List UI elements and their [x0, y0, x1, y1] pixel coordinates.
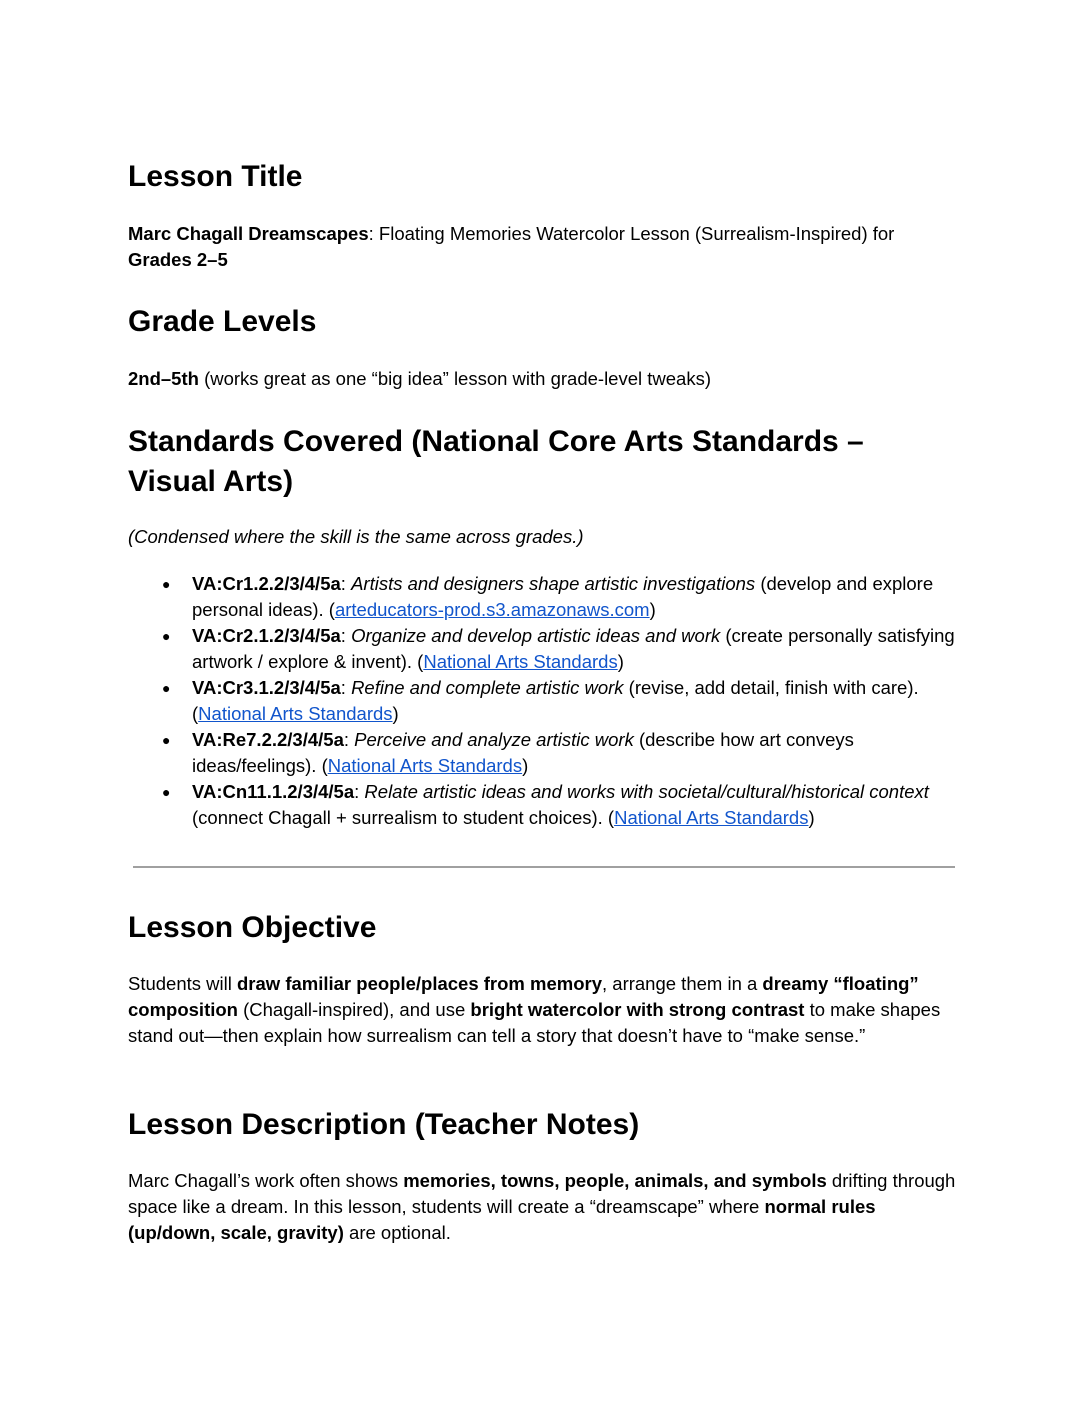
standard-close: ) [392, 703, 399, 724]
objective-text-4: to make shapes stand out—then explain how surrealism can tell a story that doesn’t have to “make sense.” [128, 999, 941, 1046]
standards-note-text: (Condensed where the skill is the same across grades.) [128, 526, 584, 547]
objective-text-3: (Chagall-inspired), and use [237, 999, 471, 1020]
bullet-icon: ● [162, 576, 171, 592]
standard-title: Relate artistic ideas and works with societal/cultural/historical context [364, 781, 929, 802]
standard-sep: : [340, 677, 352, 698]
standard-code: VA:Cr1.2.2/3/4/5a [192, 573, 341, 594]
bullet-icon: ● [162, 784, 171, 800]
objective-paragraph [128, 971, 964, 1049]
standard-title: Perceive and analyze artistic work [354, 729, 634, 750]
heading-grade-levels: Grade Levels [128, 305, 317, 338]
list-item [128, 571, 964, 623]
heading-lesson-title: Lesson Title [128, 160, 303, 193]
description-bold-2: normal rules (up/down, scale, gravity) [128, 1196, 876, 1243]
grade-levels-paragraph [128, 366, 964, 392]
bullet-icon: ● [162, 628, 171, 644]
standard-desc: (describe how art conveys ideas/feelings). ( [192, 729, 854, 776]
heading-standards-covered: Standards Covered (National Core Arts Standards – Visual Arts) [128, 425, 864, 498]
description-text-3: are optional. [343, 1222, 451, 1243]
heading-lesson-description: Lesson Description (Teacher Notes) [128, 1108, 640, 1141]
list-item [128, 623, 964, 675]
objective-bold-3: bright watercolor with strong contrast [470, 999, 805, 1020]
standard-close: ) [617, 651, 624, 672]
list-item [128, 779, 964, 831]
objective-bold-1: draw familiar people/places from memory [237, 973, 602, 994]
standard-source-link[interactable]: National Arts Standards [614, 807, 809, 828]
standard-close: ) [808, 807, 815, 828]
standard-source-link[interactable]: arteducators-prod.s3.amazonaws.com [334, 599, 650, 620]
standards-list [128, 571, 964, 831]
standard-sep: : [340, 573, 352, 594]
standard-sep: : [354, 781, 365, 802]
lesson-title-rest: : Floating Memories Watercolor Lesson (Surrealism-Inspired) for [368, 223, 895, 244]
lesson-title-paragraph [128, 221, 964, 273]
lesson-title-bold: Marc Chagall Dreamscapes [128, 223, 369, 244]
grade-levels-bold: 2nd–5th [128, 368, 199, 389]
list-item [128, 675, 964, 727]
standard-code: VA:Cn11.1.2/3/4/5a [192, 781, 355, 802]
standard-close: ) [649, 599, 656, 620]
description-bold-1: memories, towns, people, animals, and symbols [403, 1170, 827, 1191]
standard-source-link[interactable]: National Arts Standards [198, 703, 393, 724]
standard-desc: (connect Chagall + surrealism to student choices). ( [192, 807, 615, 828]
standard-title: Organize and develop artistic ideas and work [351, 625, 721, 646]
standard-source-link[interactable]: National Arts Standards [423, 651, 618, 672]
standard-desc: (develop and explore personal ideas). ( [192, 573, 934, 620]
standard-desc: (create personally satisfying artwork / explore & invent). ( [192, 625, 955, 672]
standard-close: ) [522, 755, 529, 776]
list-item [128, 727, 964, 779]
standard-title: Refine and complete artistic work [351, 677, 624, 698]
standard-code: VA:Cr3.1.2/3/4/5a [192, 677, 341, 698]
standards-note [128, 524, 964, 550]
standard-title: Artists and designers shape artistic investigations [351, 573, 756, 594]
standard-code: VA:Re7.2.2/3/4/5a [192, 729, 344, 750]
section-divider [133, 866, 955, 868]
heading-lesson-objective: Lesson Objective [128, 911, 377, 944]
lesson-title-grades: Grades 2–5 [128, 249, 228, 270]
description-paragraph [128, 1168, 964, 1246]
standard-desc: (revise, add detail, finish with care). ( [192, 677, 919, 724]
objective-text-2: , arrange them in a [602, 973, 763, 994]
objective-text-1: Students will [128, 973, 237, 994]
grade-levels-rest: (works great as one “big idea” lesson with grade-level tweaks) [198, 368, 712, 389]
standard-sep: : [340, 625, 352, 646]
description-text-2: drifting through space like a dream. In this lesson, students will create a “dreamscape” where [128, 1170, 956, 1217]
description-text-1: Marc Chagall’s work often shows [128, 1170, 404, 1191]
bullet-icon: ● [162, 732, 171, 748]
bullet-icon: ● [162, 680, 171, 696]
objective-bold-2: dreamy “floating” composition [128, 973, 919, 1020]
standard-code: VA:Cr2.1.2/3/4/5a [192, 625, 341, 646]
standard-sep: : [343, 729, 355, 750]
standard-source-link[interactable]: National Arts Standards [327, 755, 523, 776]
